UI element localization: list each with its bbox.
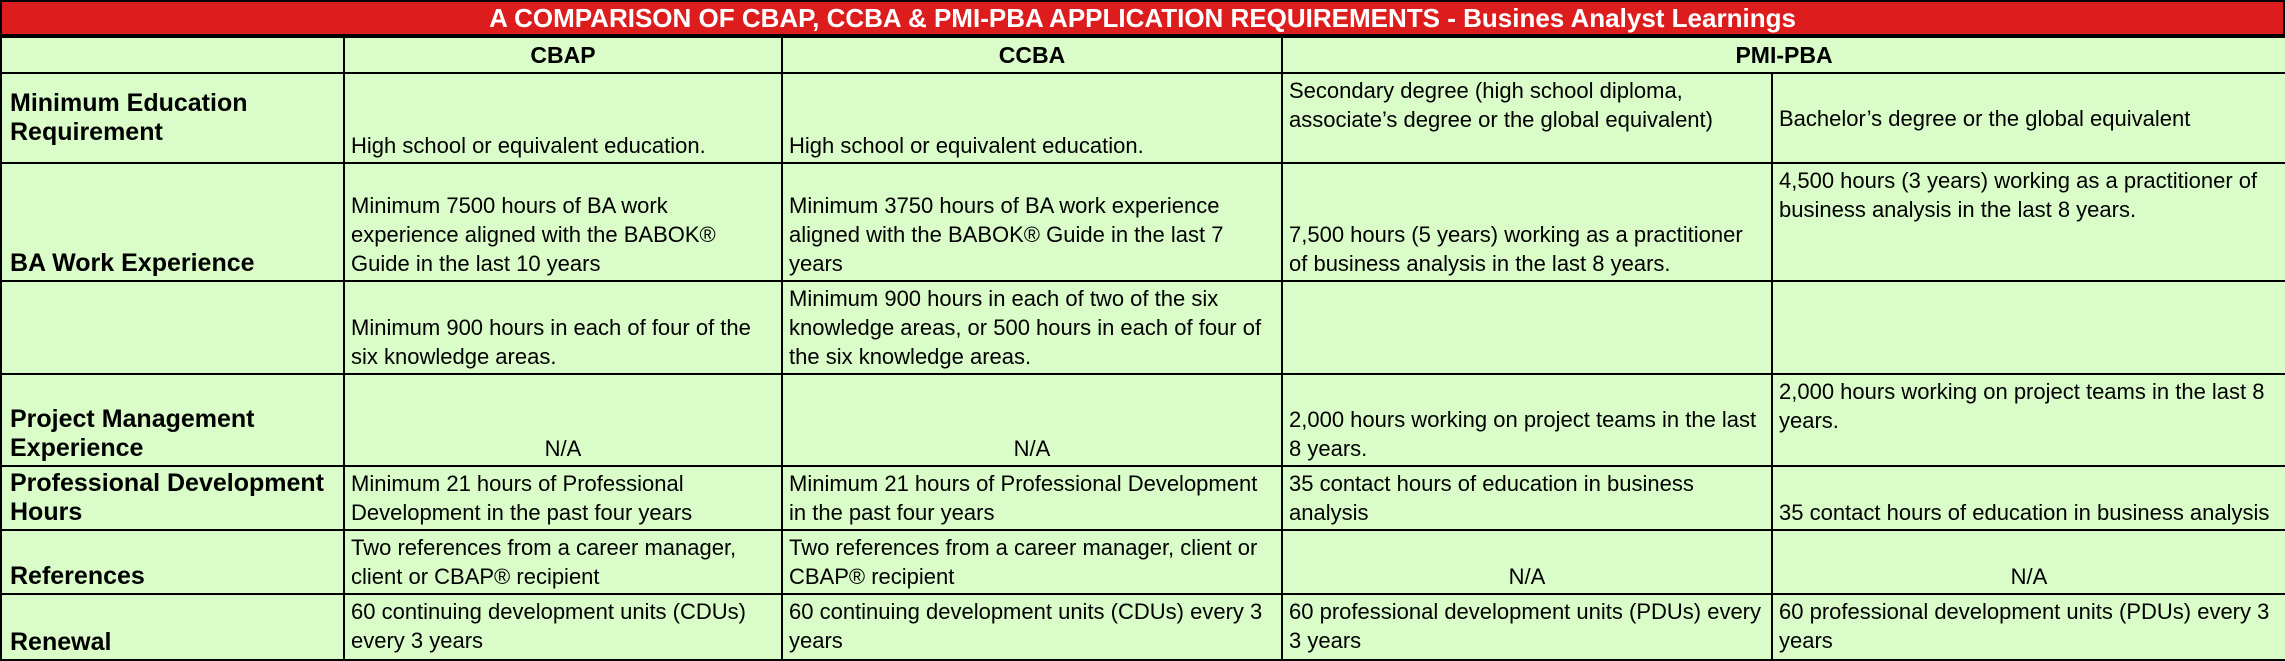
row-label: Project Management Experience	[1, 374, 344, 466]
pmi-pba-cell: 35 contact hours of education in business analysis	[1772, 466, 2285, 530]
table-row	[1, 594, 2285, 660]
row-label: BA Work Experience	[1, 163, 344, 281]
row-label: References	[1, 530, 344, 594]
pmi-pba-cell: 7,500 hours (5 years) working as a practitioner of business analysis in the last 8 years.	[1282, 163, 1772, 281]
pmi-pba-cell: 4,500 hours (3 years) working as a practitioner of business analysis in the last 8 years.	[1772, 163, 2285, 281]
ccba-cell: Minimum 900 hours in each of two of the six knowledge areas, or 500 hours in each of four of the six knowledge areas.	[782, 281, 1282, 374]
row-label	[1, 281, 344, 374]
cbap-cell: Minimum 21 hours of Professional Development in the past four years	[344, 466, 782, 530]
header-pmi-pba: PMI-PBA	[1282, 37, 2285, 73]
ccba-cell: High school or equivalent education.	[782, 73, 1282, 163]
table-row	[1, 281, 2285, 374]
page-title: A COMPARISON OF CBAP, CCBA & PMI-PBA APPLICATION REQUIREMENTS - Busines Analyst Learnings	[0, 0, 2285, 36]
row-label: Professional Development Hours	[1, 466, 344, 530]
cbap-cell: Minimum 900 hours in each of four of the six knowledge areas.	[344, 281, 782, 374]
table-row	[1, 73, 2285, 163]
ccba-cell: Minimum 3750 hours of BA work experience aligned with the BABOK® Guide in the last 7 years	[782, 163, 1282, 281]
cbap-cell: Two references from a career manager, client or CBAP® recipient	[344, 530, 782, 594]
pmi-pba-cell: N/A	[1282, 530, 1772, 594]
pmi-pba-cell: Secondary degree (high school diploma, associate’s degree or the global equivalent)	[1282, 73, 1772, 163]
pmi-pba-cell	[1282, 281, 1772, 374]
row-label: Minimum Education Requirement	[1, 73, 344, 163]
header-ccba: CCBA	[782, 37, 1282, 73]
ccba-cell: N/A	[782, 374, 1282, 466]
pmi-pba-cell: 2,000 hours working on project teams in the last 8 years.	[1772, 374, 2285, 466]
cbap-cell: N/A	[344, 374, 782, 466]
ccba-cell: Minimum 21 hours of Professional Development in the past four years	[782, 466, 1282, 530]
cbap-cell: 60 continuing development units (CDUs) every 3 years	[344, 594, 782, 660]
pmi-pba-cell: 2,000 hours working on project teams in the last 8 years.	[1282, 374, 1772, 466]
row-label: Renewal	[1, 594, 344, 660]
comparison-table	[0, 36, 2285, 661]
table-row	[1, 163, 2285, 281]
cbap-cell: Minimum 7500 hours of BA work experience aligned with the BABOK® Guide in the last 10 years	[344, 163, 782, 281]
pmi-pba-cell: N/A	[1772, 530, 2285, 594]
ccba-cell: Two references from a career manager, client or CBAP® recipient	[782, 530, 1282, 594]
pmi-pba-cell	[1772, 281, 2285, 374]
pmi-pba-cell: 60 professional development units (PDUs) every 3 years	[1282, 594, 1772, 660]
header-row	[1, 37, 2285, 73]
pmi-pba-cell: 35 contact hours of education in business analysis	[1282, 466, 1772, 530]
cbap-cell: High school or equivalent education.	[344, 73, 782, 163]
pmi-pba-cell: 60 professional development units (PDUs) every 3 years	[1772, 594, 2285, 660]
table-row	[1, 466, 2285, 530]
header-corner	[1, 37, 344, 73]
header-cbap: CBAP	[344, 37, 782, 73]
table-row	[1, 374, 2285, 466]
ccba-cell: 60 continuing development units (CDUs) every 3 years	[782, 594, 1282, 660]
pmi-pba-cell: Bachelor’s degree or the global equivalent	[1772, 73, 2285, 163]
table-row	[1, 530, 2285, 594]
